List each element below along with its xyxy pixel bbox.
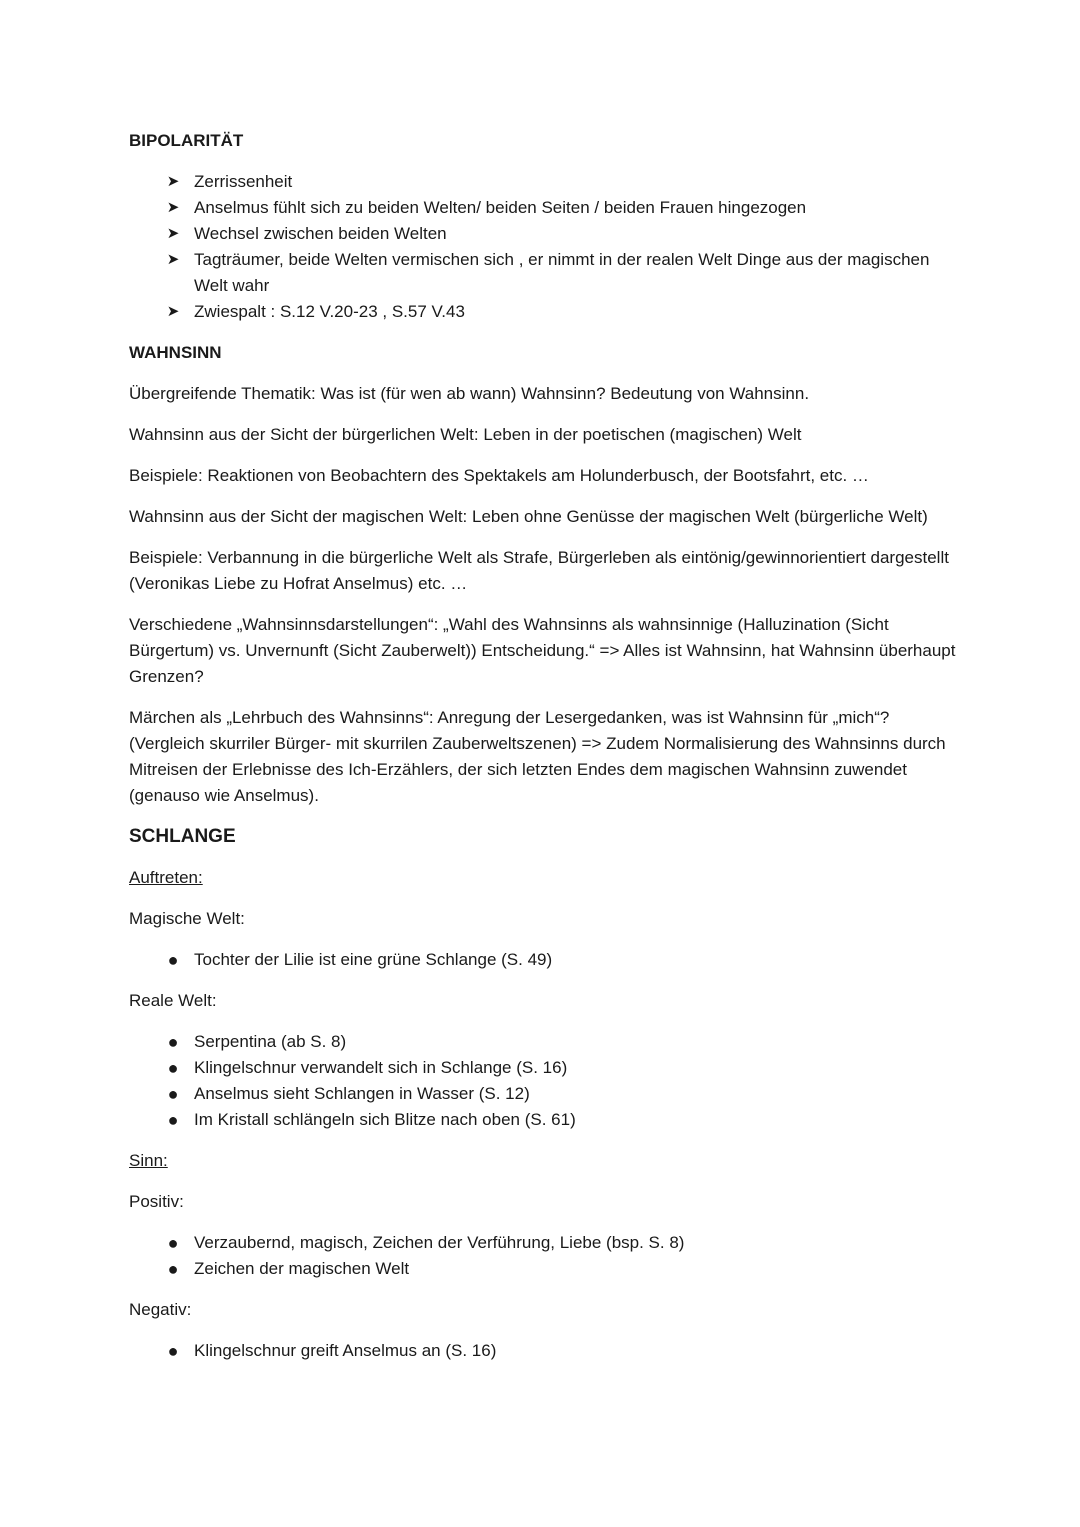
arrow-bullet-icon: ➤ [166, 303, 180, 320]
label-negativ: Negativ: [129, 1300, 192, 1319]
list-item: ● Zeichen der magischen Welt [129, 1256, 959, 1282]
heading-bipolaritaet: BIPOLARITÄT [129, 131, 244, 150]
bullet-dot-icon: ● [167, 1032, 179, 1052]
list-item: ● Serpentina (ab S. 8) [129, 1029, 959, 1055]
list-item: ● Klingelschnur verwandelt sich in Schlange (S. 16) [129, 1055, 959, 1081]
paragraph: Beispiele: Reaktionen von Beobachtern des Spektakels am Holunderbusch, der Bootsfahrt, etc. … [129, 466, 869, 485]
list-item: ➤ Tagträumer, beide Welten vermischen sich , er nimmt in der realen Welt Dinge aus der magischen Welt wahr [129, 247, 959, 299]
subheading-sinn: Sinn: [129, 1151, 168, 1170]
bullet-dot-icon: ● [167, 1341, 179, 1361]
reale-welt-list [129, 1029, 959, 1133]
list-item: ➤ Wechsel zwischen beiden Welten [129, 221, 959, 247]
list-item: ➤ Zerrissenheit [129, 169, 959, 195]
magische-welt-list [129, 947, 959, 973]
label-magische-welt: Magische Welt: [129, 909, 245, 928]
negativ-list [129, 1338, 959, 1364]
bullet-dot-icon: ● [167, 1084, 179, 1104]
label-reale-welt: Reale Welt: [129, 991, 217, 1010]
paragraph: Beispiele: Verbannung in die bürgerliche Welt als Strafe, Bürgerleben als eintönig/gewinnorientiert dargestellt (Veronikas Liebe zu Hofrat Anselmus) etc. … [129, 548, 949, 593]
list-item: ● Anselmus sieht Schlangen in Wasser (S. 12) [129, 1081, 959, 1107]
list-item: ● Im Kristall schlängeln sich Blitze nach oben (S. 61) [129, 1107, 959, 1133]
list-item: ● Klingelschnur greift Anselmus an (S. 16) [129, 1338, 959, 1364]
bullet-dot-icon: ● [167, 1110, 179, 1130]
bullet-dot-icon: ● [167, 1233, 179, 1253]
paragraph: Märchen als „Lehrbuch des Wahnsinns“: Anregung der Lesergedanken, was ist Wahnsinn für „mich“? (Vergleich skurriler Bürger- mit skurrilen Zauberweltszenen) => Zudem Normalisierung des Wahnsinns durch Mitreisen der Erlebnisse des Ich-Erzählers, der sich letzten Endes dem magischen Wahnsinn zuwendet (genauso wie Anselmus). [129, 708, 946, 805]
heading-wahnsinn: WAHNSINN [129, 343, 222, 362]
list-item: ➤ Anselmus fühlt sich zu beiden Welten/ beiden Seiten / beiden Frauen hingezogen [129, 195, 959, 221]
paragraph: Übergreifende Thematik: Was ist (für wen ab wann) Wahnsinn? Bedeutung von Wahnsinn. [129, 384, 810, 403]
heading-schlange: SCHLANGE [129, 826, 236, 847]
paragraph: Wahnsinn aus der Sicht der magischen Welt: Leben ohne Genüsse der magischen Welt (bürgerliche Welt) [129, 507, 928, 526]
list-item: ● Tochter der Lilie ist eine grüne Schlange (S. 49) [129, 947, 959, 973]
list-item: ● Verzaubernd, magisch, Zeichen der Verführung, Liebe (bsp. S. 8) [129, 1230, 959, 1256]
subheading-auftreten: Auftreten: [129, 868, 203, 887]
bullet-dot-icon: ● [167, 1259, 179, 1279]
arrow-bullet-icon: ➤ [166, 173, 180, 190]
bullet-dot-icon: ● [167, 1058, 179, 1078]
arrow-bullet-icon: ➤ [166, 199, 180, 216]
label-positiv: Positiv: [129, 1192, 184, 1211]
document-content [129, 128, 959, 1379]
bullet-dot-icon: ● [167, 950, 179, 970]
bipolaritaet-list [129, 169, 959, 325]
arrow-bullet-icon: ➤ [166, 251, 180, 268]
paragraph: Verschiedene „Wahnsinnsdarstellungen“: „Wahl des Wahnsinns als wahnsinnige (Halluzination (Sicht Bürgertum) vs. Unvernunft (Sicht Zauberwelt)) Entscheidung.“ => Alles ist Wahnsinn, hat Wahnsinn überhaupt Grenzen? [129, 615, 956, 686]
positiv-list [129, 1230, 959, 1282]
paragraph: Wahnsinn aus der Sicht der bürgerlichen Welt: Leben in der poetischen (magischen) Welt [129, 425, 802, 444]
arrow-bullet-icon: ➤ [166, 225, 180, 242]
list-item: ➤ Zwiespalt : S.12 V.20-23 , S.57 V.43 [129, 299, 959, 325]
